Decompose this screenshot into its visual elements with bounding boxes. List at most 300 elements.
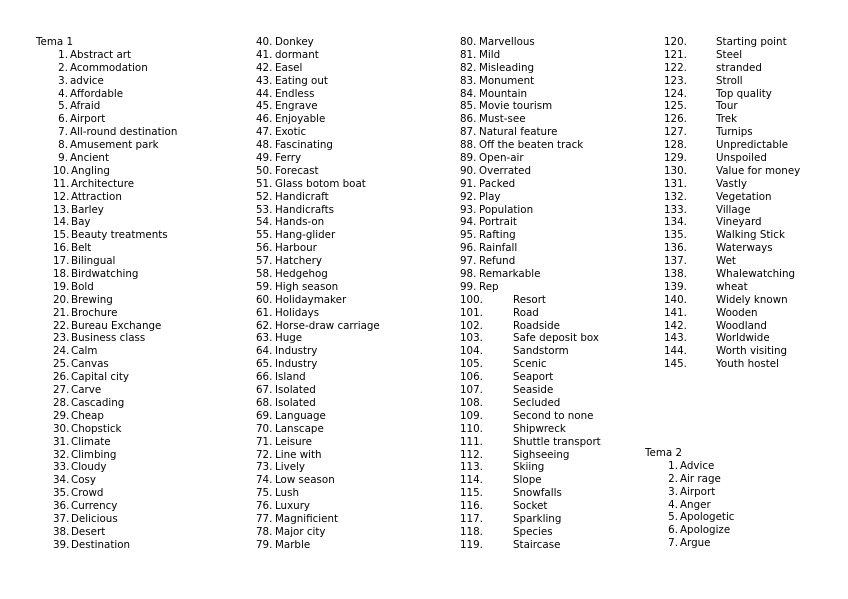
item-number: 116. (460, 500, 483, 513)
item-number: 7. (668, 537, 678, 550)
item-label: Airport (680, 485, 716, 498)
item-number: 88. (460, 139, 477, 152)
item-label: Trek (716, 113, 738, 126)
item-number: 75. (256, 487, 273, 500)
item-label: Rep (479, 280, 499, 293)
item-label: Portrait (479, 216, 517, 229)
item-label: Major city (275, 525, 326, 538)
item-number: 102. (460, 319, 483, 332)
item-number: 32. (53, 448, 70, 461)
item-label: Capital city (71, 371, 130, 384)
item-label: Horse-draw carriage (275, 319, 380, 332)
item-label: Fascinating (275, 139, 333, 152)
item-number: 134. (664, 216, 687, 229)
item-number: 129. (664, 152, 687, 165)
list-item (664, 358, 800, 371)
item-label: Population (479, 203, 534, 216)
list-item (460, 397, 601, 410)
list-item (460, 152, 601, 165)
item-label: Cloudy (71, 461, 107, 474)
word-list-column-1 (36, 36, 177, 552)
list-item (256, 126, 380, 139)
list-item (36, 332, 177, 345)
list-item (460, 242, 601, 255)
item-label: Currency (71, 500, 118, 513)
item-label: Shipwreck (513, 422, 566, 435)
item-label: Worldwide (716, 332, 770, 345)
item-label: Resort (513, 293, 546, 306)
item-number: 145. (664, 358, 687, 371)
item-label: Vastly (716, 177, 747, 190)
list-item (460, 281, 601, 294)
item-label: stranded (716, 61, 762, 74)
item-number: 137. (664, 255, 687, 268)
item-number: 52. (256, 190, 273, 203)
list-item (460, 332, 601, 345)
item-label: Rainfall (479, 242, 518, 255)
list-item (460, 165, 601, 178)
item-label: Apologize (680, 524, 731, 537)
list-item (664, 49, 800, 62)
item-label: Road (513, 306, 539, 319)
item-label: Misleading (479, 61, 535, 74)
item-number: 126. (664, 113, 687, 126)
list-item (460, 204, 601, 217)
item-number: 104. (460, 345, 483, 358)
item-label: Acommodation (70, 61, 148, 74)
item-number: 67. (256, 384, 273, 397)
item-label: Youth hostel (716, 358, 780, 371)
item-label: Desert (71, 525, 106, 538)
list-item (664, 113, 800, 126)
list-item (36, 75, 177, 88)
item-number: 39. (53, 538, 70, 551)
item-label: Sighseeing (513, 448, 570, 461)
item-number: 136. (664, 242, 687, 255)
list-item (256, 178, 380, 191)
list-item (256, 191, 380, 204)
item-number: 34. (53, 474, 70, 487)
item-label: Attraction (71, 190, 122, 203)
list-item (460, 36, 601, 49)
list-item (645, 473, 734, 486)
item-number: 35. (53, 487, 70, 500)
item-number: 101. (460, 306, 483, 319)
item-number: 109. (460, 409, 483, 422)
list-item (36, 88, 177, 101)
item-number: 1. (58, 48, 68, 61)
list-item (460, 384, 601, 397)
item-label: Beauty treatments (71, 229, 168, 242)
item-number: 4. (668, 498, 678, 511)
list-item (256, 461, 380, 474)
item-number: 98. (460, 268, 477, 281)
item-number: 33. (53, 461, 70, 474)
item-number: 37. (53, 512, 70, 525)
item-number: 7. (58, 126, 68, 139)
item-number: 107. (460, 384, 483, 397)
item-number: 2. (58, 61, 68, 74)
item-number: 113. (460, 461, 483, 474)
item-label: Handicraft (275, 190, 329, 203)
item-label: Species (513, 525, 553, 538)
word-list-column-2 (256, 36, 380, 552)
list-item (256, 474, 380, 487)
item-label: Overrated (479, 164, 532, 177)
list-item (36, 513, 177, 526)
item-label: Delicious (71, 512, 118, 525)
item-label: Forecast (275, 164, 319, 177)
list-item (36, 49, 177, 62)
item-label: Airport (70, 113, 106, 126)
item-number: 111. (460, 435, 483, 448)
list-item (256, 320, 380, 333)
list-item (460, 126, 601, 139)
item-number: 142. (664, 319, 687, 332)
item-number: 74. (256, 474, 273, 487)
list-item (460, 307, 601, 320)
item-number: 70. (256, 422, 273, 435)
item-number: 91. (460, 177, 477, 190)
list-item (256, 345, 380, 358)
item-label: Cosy (71, 474, 96, 487)
item-number: 132. (664, 190, 687, 203)
item-label: Holidaymaker (275, 293, 347, 306)
list-item (460, 526, 601, 539)
item-label: Lush (275, 487, 299, 500)
list-item (460, 371, 601, 384)
item-label: Enjoyable (275, 113, 326, 126)
list-item (460, 461, 601, 474)
item-number: 117. (460, 512, 483, 525)
list-item (36, 461, 177, 474)
item-label: Woodland (716, 319, 767, 332)
item-label: Architecture (71, 177, 135, 190)
item-number: 60. (256, 293, 273, 306)
item-label: Island (275, 371, 306, 384)
item-label: Cascading (71, 396, 125, 409)
item-label: Roadside (513, 319, 560, 332)
list-item (36, 410, 177, 423)
item-label: Low season (275, 474, 335, 487)
list-item (460, 268, 601, 281)
item-number: 73. (256, 461, 273, 474)
list-item (256, 229, 380, 242)
item-label: Climbing (71, 448, 117, 461)
list-item (460, 178, 601, 191)
item-number: 47. (256, 126, 273, 139)
item-number: 83. (460, 74, 477, 87)
item-label: Hang-glider (275, 229, 336, 242)
item-label: Hands-on (275, 216, 325, 229)
item-number: 29. (53, 409, 70, 422)
item-number: 36. (53, 500, 70, 513)
item-number: 43. (256, 74, 273, 87)
item-number: 55. (256, 229, 273, 242)
item-label: Vineyard (716, 216, 762, 229)
item-label: Staircase (513, 538, 561, 551)
list-item (36, 345, 177, 358)
item-label: Afraid (70, 100, 101, 113)
list-item (460, 100, 601, 113)
item-label: Turnips (716, 126, 753, 139)
item-number: 124. (664, 87, 687, 100)
item-label: Huge (275, 332, 303, 345)
item-label: Walking Stick (716, 229, 785, 242)
item-label: Brochure (71, 306, 118, 319)
list-item (664, 229, 800, 242)
item-number: 125. (664, 100, 687, 113)
item-label: Skiing (513, 461, 545, 474)
item-number: 17. (53, 255, 70, 268)
list-item (36, 113, 177, 126)
item-label: Isolated (275, 384, 316, 397)
item-number: 114. (460, 474, 483, 487)
list-item (256, 152, 380, 165)
item-label: Eating out (275, 74, 328, 87)
list-item (460, 474, 601, 487)
item-label: Crowd (71, 487, 104, 500)
item-number: 99. (460, 280, 477, 293)
item-label: Sparkling (513, 512, 562, 525)
item-label: High season (275, 280, 339, 293)
item-number: 58. (256, 268, 273, 281)
list-item (36, 255, 177, 268)
list-item (36, 526, 177, 539)
list-item (664, 281, 800, 294)
item-number: 96. (460, 242, 477, 255)
list-item (36, 229, 177, 242)
list-item (256, 216, 380, 229)
item-label: Brewing (71, 293, 113, 306)
list-item (460, 229, 601, 242)
item-number: 115. (460, 487, 483, 500)
item-label: Language (275, 409, 326, 422)
item-label: All-round destination (70, 126, 178, 139)
item-number: 82. (460, 61, 477, 74)
list-item (460, 88, 601, 101)
item-number: 13. (53, 203, 70, 216)
item-number: 130. (664, 164, 687, 177)
list-item (460, 487, 601, 500)
list-item (36, 294, 177, 307)
item-label: Must-see (479, 113, 526, 126)
item-number: 61. (256, 306, 273, 319)
item-number: 141. (664, 306, 687, 319)
item-label: Apologetic (680, 511, 735, 524)
item-number: 16. (53, 242, 70, 255)
item-label: Scenic (513, 358, 547, 371)
item-label: Industry (275, 358, 318, 371)
item-number: 65. (256, 358, 273, 371)
item-number: 18. (53, 268, 70, 281)
item-label: Stroll (716, 74, 743, 87)
item-label: Packed (479, 177, 516, 190)
item-number: 2. (668, 472, 678, 485)
item-number: 9. (58, 152, 68, 165)
item-label: Marble (275, 538, 311, 551)
list-item (256, 294, 380, 307)
item-number: 79. (256, 538, 273, 551)
list-item (36, 384, 177, 397)
item-number: 3. (668, 485, 678, 498)
item-label: Monument (479, 74, 535, 87)
list-item (256, 513, 380, 526)
list-item (664, 307, 800, 320)
list-item (256, 255, 380, 268)
item-label: Leisure (275, 435, 312, 448)
item-number: 131. (664, 177, 687, 190)
list-item (460, 191, 601, 204)
item-number: 24. (53, 345, 70, 358)
list-item (460, 500, 601, 513)
item-label: Refund (479, 255, 516, 268)
list-item (256, 332, 380, 345)
item-number: 22. (53, 319, 70, 332)
item-label: Socket (513, 500, 548, 513)
item-label: Village (716, 203, 751, 216)
item-number: 10. (53, 164, 70, 177)
item-label: Waterways (716, 242, 773, 255)
list-item (36, 539, 177, 552)
item-number: 103. (460, 332, 483, 345)
item-number: 72. (256, 448, 273, 461)
item-number: 5. (668, 511, 678, 524)
item-label: Line with (275, 448, 322, 461)
list-item (256, 62, 380, 75)
item-label: Steel (716, 48, 743, 61)
item-number: 30. (53, 422, 70, 435)
item-label: Starting point (716, 36, 787, 48)
item-number: 86. (460, 113, 477, 126)
item-number: 106. (460, 371, 483, 384)
item-label: Lively (275, 461, 305, 474)
list-item (664, 242, 800, 255)
list-item (460, 345, 601, 358)
item-number: 133. (664, 203, 687, 216)
item-label: Engrave (275, 100, 318, 113)
item-label: Climate (71, 435, 111, 448)
item-label: Movie tourism (479, 100, 553, 113)
list-item (256, 100, 380, 113)
item-number: 140. (664, 293, 687, 306)
list-item (36, 423, 177, 436)
item-label: Luxury (275, 500, 311, 513)
section-heading-tema-1: Tema 1 (36, 36, 74, 48)
item-number: 100. (460, 293, 483, 306)
list-item (664, 255, 800, 268)
item-number: 139. (664, 280, 687, 293)
item-label: Shuttle transport (513, 435, 601, 448)
item-number: 21. (53, 306, 70, 319)
item-number: 90. (460, 164, 477, 177)
item-number: 54. (256, 216, 273, 229)
item-label: Bilingual (71, 255, 116, 268)
list-item (664, 36, 800, 49)
item-number: 41. (256, 48, 273, 61)
list-item (664, 332, 800, 345)
item-number: 85. (460, 100, 477, 113)
item-number: 127. (664, 126, 687, 139)
item-label: Unspoiled (716, 152, 767, 165)
list-item (460, 113, 601, 126)
item-label: Angling (71, 164, 110, 177)
item-number: 78. (256, 525, 273, 538)
item-number: 123. (664, 74, 687, 87)
item-label: Mild (479, 48, 501, 61)
item-number: 38. (53, 525, 70, 538)
item-number: 26. (53, 371, 70, 384)
item-number: 105. (460, 358, 483, 371)
item-number: 44. (256, 87, 273, 100)
item-label: Cheap (71, 409, 104, 422)
item-number: 80. (460, 36, 477, 48)
list-item (460, 139, 601, 152)
list-item (460, 216, 601, 229)
item-label: Natural feature (479, 126, 558, 139)
list-item (36, 268, 177, 281)
item-label: Top quality (716, 87, 772, 100)
list-item (664, 294, 800, 307)
item-label: Ancient (70, 152, 109, 165)
list-item (256, 281, 380, 294)
list-item (664, 216, 800, 229)
item-number: 59. (256, 280, 273, 293)
list-item (664, 204, 800, 217)
list-item (645, 499, 734, 512)
list-item (664, 152, 800, 165)
item-number: 45. (256, 100, 273, 113)
item-number: 6. (58, 113, 68, 126)
list-item (36, 242, 177, 255)
item-label: Chopstick (71, 422, 122, 435)
list-item (256, 526, 380, 539)
list-item (36, 487, 177, 500)
list-item (664, 268, 800, 281)
list-item (36, 139, 177, 152)
list-item (664, 75, 800, 88)
list-item (256, 204, 380, 217)
item-label: Remarkable (479, 268, 541, 281)
list-item (36, 281, 177, 294)
item-number: 122. (664, 61, 687, 74)
list-item (36, 62, 177, 75)
list-item (256, 307, 380, 320)
item-number: 8. (58, 139, 68, 152)
item-number: 6. (668, 524, 678, 537)
item-number: 92. (460, 190, 477, 203)
item-label: Industry (275, 345, 318, 358)
item-number: 143. (664, 332, 687, 345)
item-label: Slope (513, 474, 542, 487)
item-number: 14. (53, 216, 70, 229)
section-heading-tema-2: Tema 2 (645, 447, 683, 459)
list-item (256, 410, 380, 423)
item-label: Belt (71, 242, 92, 255)
item-label: Worth visiting (716, 345, 788, 358)
list-item (256, 397, 380, 410)
item-label: Harbour (275, 242, 317, 255)
item-label: Wet (716, 255, 736, 268)
item-label: Advice (680, 459, 715, 472)
item-label: Secluded (513, 396, 561, 409)
item-label: Barley (71, 203, 104, 216)
item-label: Snowfalls (513, 487, 562, 500)
item-label: Hedgehog (275, 268, 328, 281)
item-label: Abstract art (70, 48, 132, 61)
list-item (256, 436, 380, 449)
item-number: 93. (460, 203, 477, 216)
